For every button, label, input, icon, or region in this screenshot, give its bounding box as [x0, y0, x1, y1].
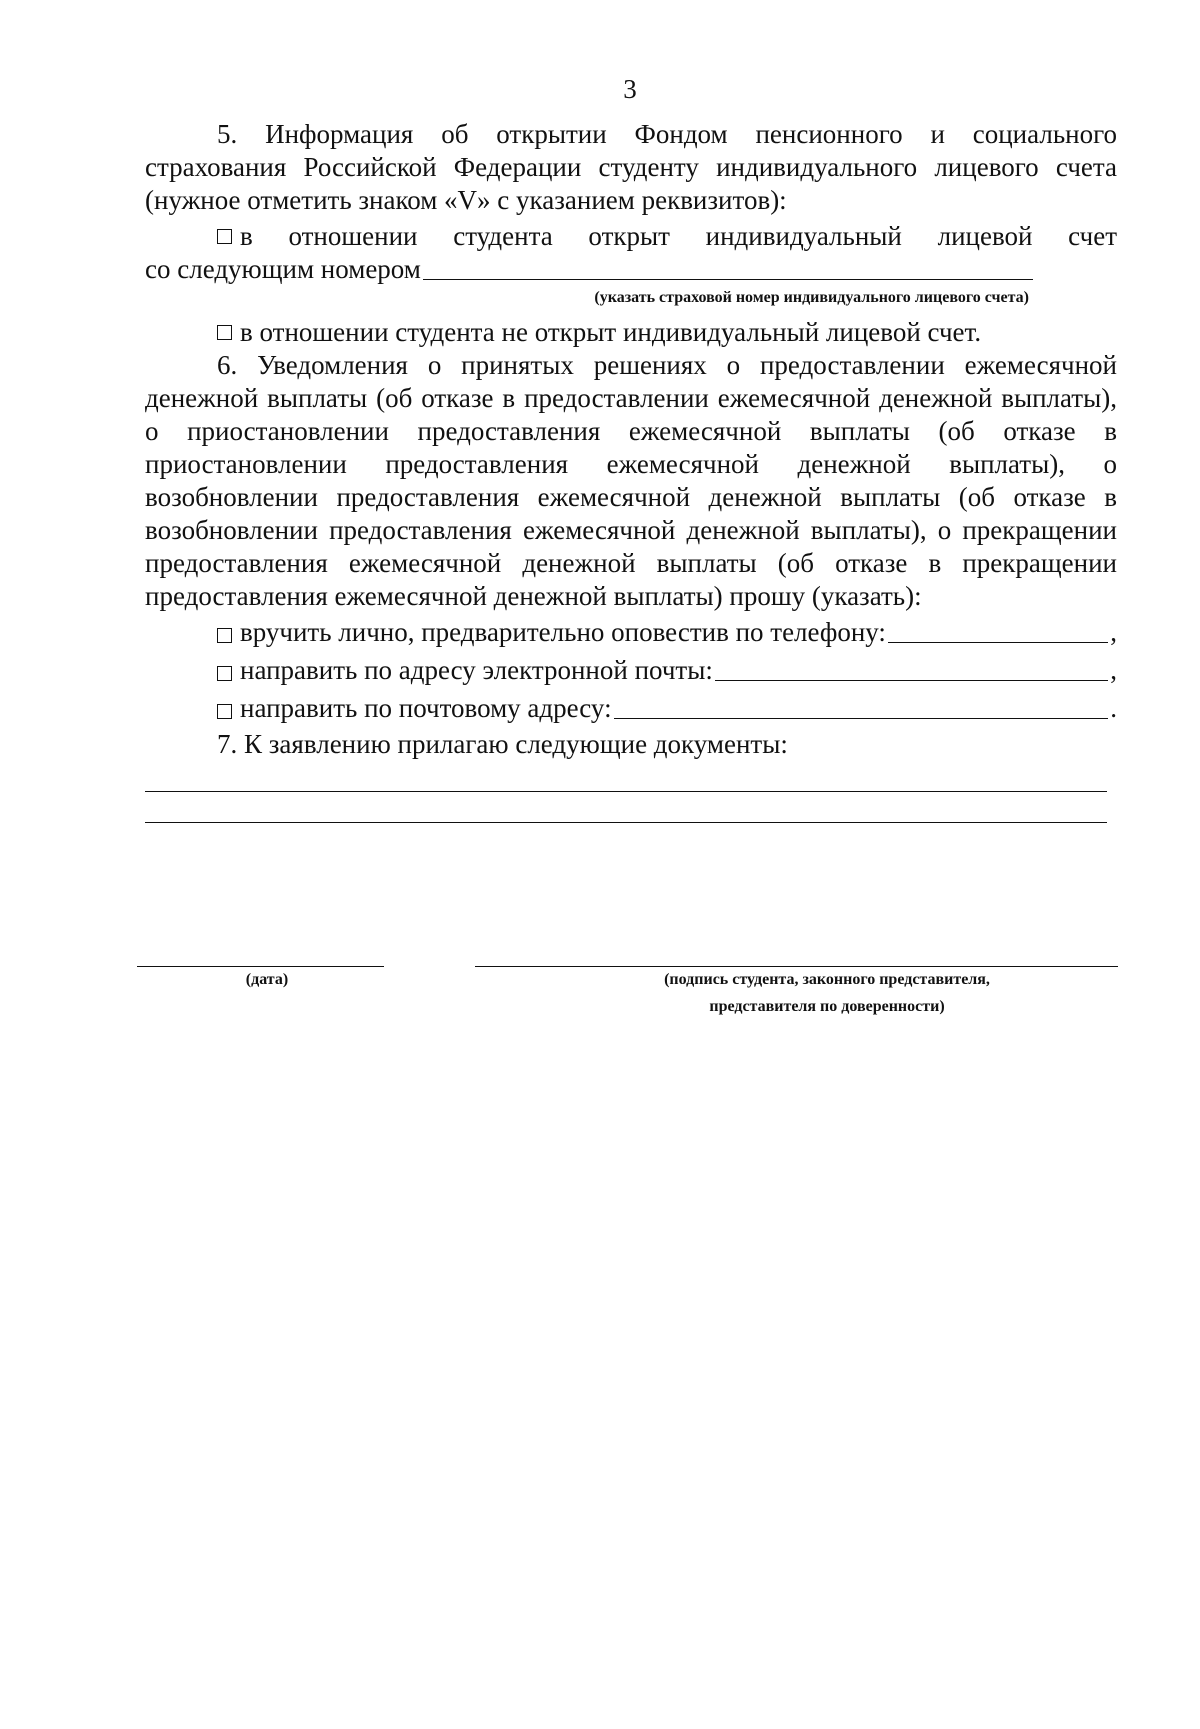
option-post-row: [145, 692, 1117, 725]
document-body: [145, 118, 1117, 823]
insurance-number-note: (указать страховой номер индивидуального лицевого счета): [594, 289, 1029, 306]
attachments-line-2[interactable]: [145, 792, 1107, 823]
email-field[interactable]: [715, 654, 1108, 681]
section-7-text: 7. К заявлению прилагаю следующие документы:: [217, 729, 788, 759]
option-account-not-open-label: в отношении студента не открыт индивидуальный лицевой счет.: [240, 317, 982, 347]
checkbox-account-not-open[interactable]: [217, 325, 232, 340]
option-account-open-label: в отношении студента открыт индивидуальный лицевой счет: [240, 221, 1117, 251]
checkbox-post[interactable]: [217, 704, 232, 719]
section-5-text: 5. Информация об открытии Фондом пенсионного и социального страхования Российской Федерации студенту индивидуального лицевого счета (нужное отметить знаком «V» с указанием реквизитов):: [145, 119, 1117, 215]
option-personal-row: [145, 616, 1117, 649]
option-email-end: ,: [1110, 655, 1117, 685]
option-post-label: направить по почтовому адресу:: [240, 693, 612, 723]
option-account-open-label-2: со следующим номером: [145, 254, 421, 284]
phone-field[interactable]: [888, 616, 1108, 643]
attachments-line-1[interactable]: [145, 761, 1107, 792]
section-6-text: 6. Уведомления о принятых решениях о предоставлении ежемесячной денежной выплаты (об отказе в предоставлении ежемесячной денежной выплаты), о приостановлении предоставления ежемесячной выплаты (об отказе в приостановлении предоставления ежемесячной денежной выплаты), о возобновлении предоставления ежемесячной денежной выплаты (об отказе в возобновлении предоставления ежемесячной денежной выплаты), о прекращении предоставления ежемесячной денежной выплаты (об отказе в прекращении предоставления ежемесячной денежной выплаты) прошу (указать):: [145, 350, 1117, 611]
option-email-row: [145, 654, 1117, 687]
checkbox-account-open[interactable]: [217, 229, 232, 244]
checkbox-email[interactable]: [217, 666, 232, 681]
insurance-number-field[interactable]: [423, 253, 1033, 280]
page-number: 3: [623, 74, 637, 104]
checkbox-personal[interactable]: [217, 628, 232, 643]
option-account-open-line2: [145, 253, 1117, 286]
option-personal-end: ,: [1110, 617, 1117, 647]
option-account-open-line1: [145, 220, 1117, 253]
signature-caption-line-1: (подпись студента, законного представителя,: [664, 971, 990, 988]
date-caption: (дата): [245, 971, 289, 988]
option-personal-label: вручить лично, предварительно оповестив по телефону:: [240, 617, 886, 647]
option-account-not-open: [145, 316, 1117, 349]
option-post-end: .: [1110, 693, 1117, 723]
option-email-label: направить по адресу электронной почты:: [240, 655, 713, 685]
postal-address-field[interactable]: [614, 692, 1109, 719]
signature-caption-line-2: представителя по доверенности): [709, 998, 945, 1015]
